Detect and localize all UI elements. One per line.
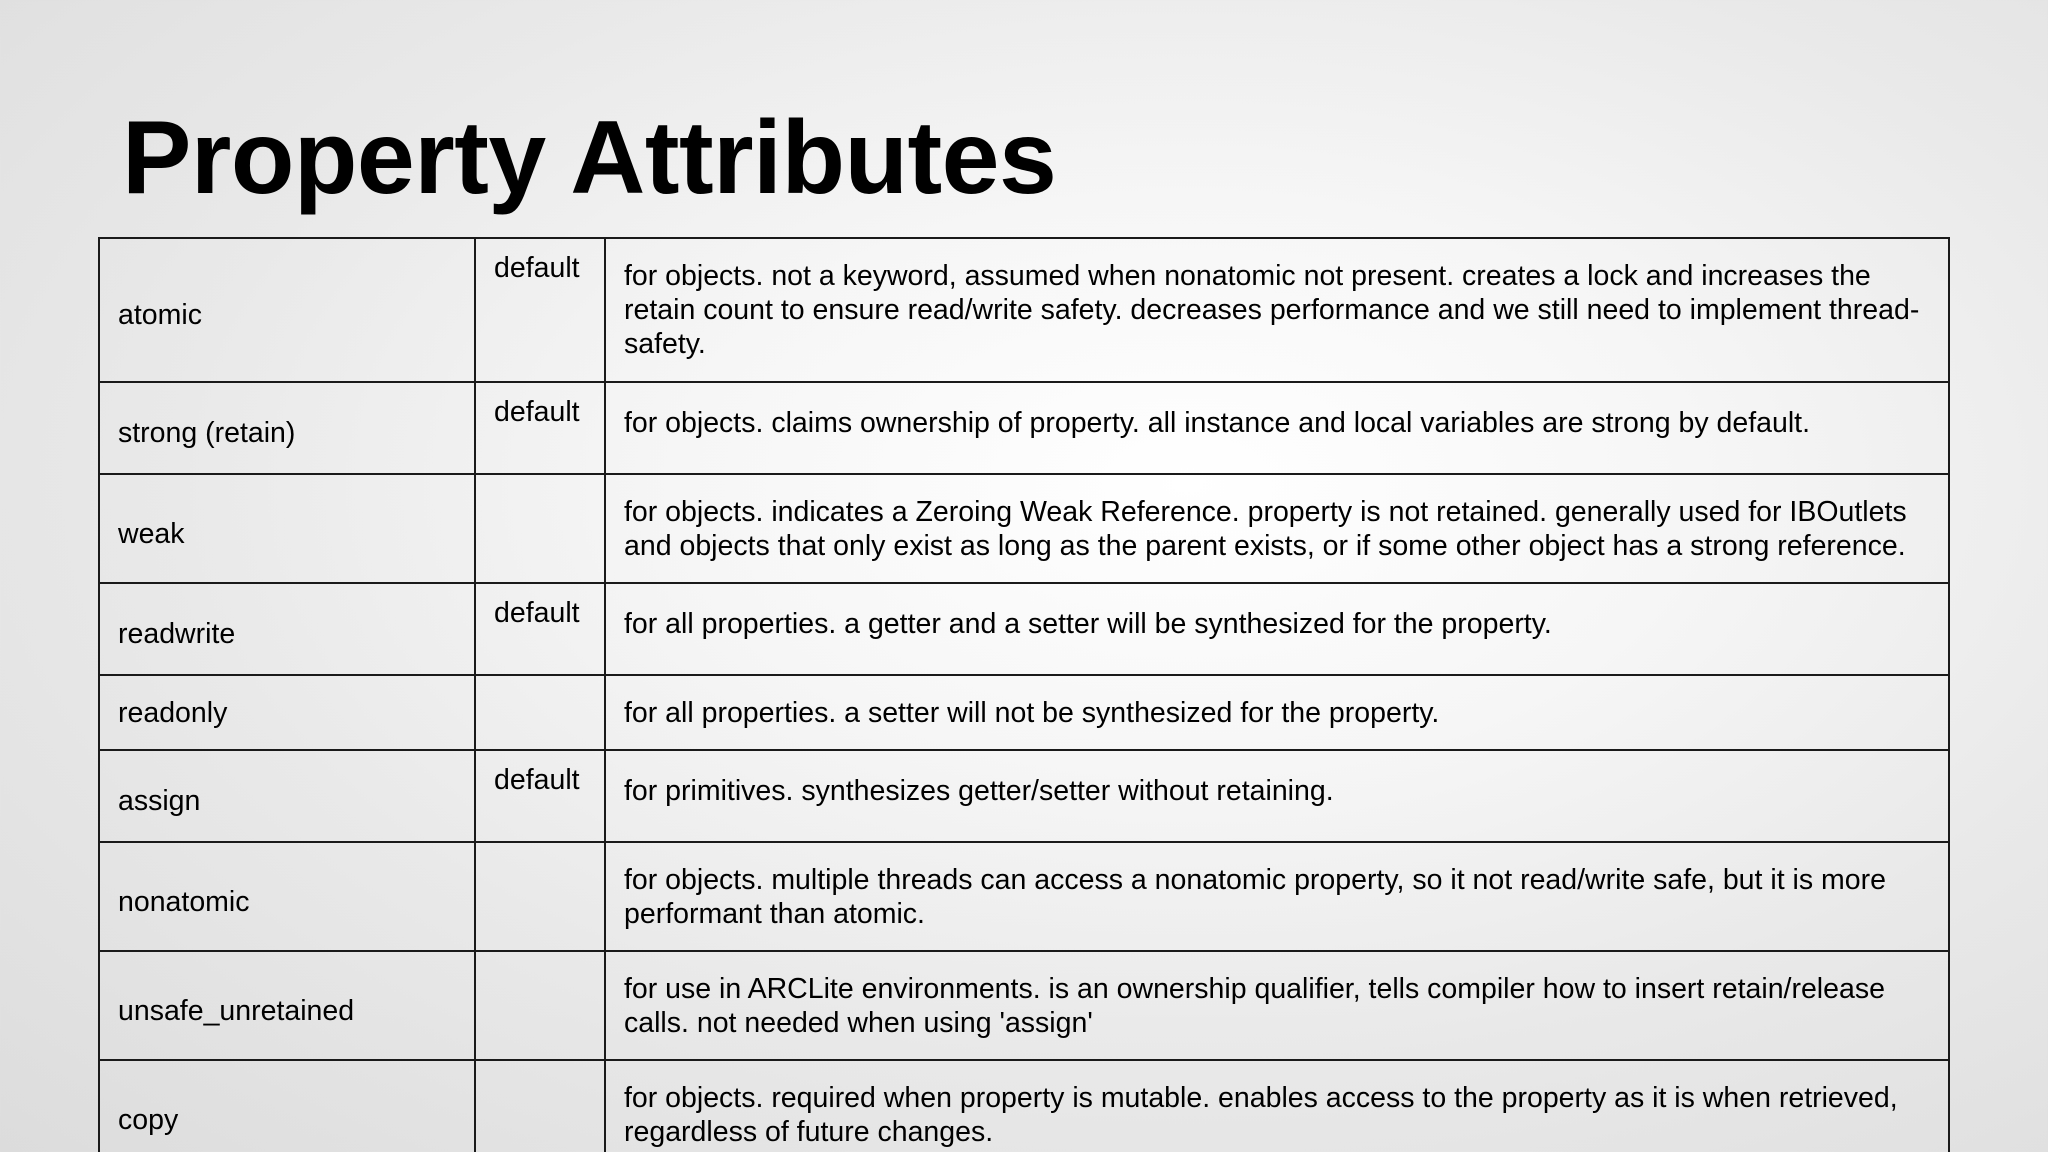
attribute-name-cell xyxy=(99,951,475,1060)
table-row xyxy=(99,238,1949,382)
attribute-name-cell xyxy=(99,750,475,842)
attribute-name-cell xyxy=(99,842,475,951)
table-body xyxy=(99,238,1949,1152)
attribute-name: copy xyxy=(118,1103,179,1136)
attribute-name: assign xyxy=(118,785,201,817)
attribute-name-cell xyxy=(99,1060,475,1152)
default-cell xyxy=(475,951,605,1060)
description-cell xyxy=(605,474,1949,583)
default-cell xyxy=(475,583,605,675)
description-cell xyxy=(605,842,1949,951)
default-cell xyxy=(475,382,605,474)
table-row xyxy=(99,842,1949,951)
default-cell xyxy=(475,238,605,382)
default-label: default xyxy=(494,252,580,284)
table-row xyxy=(99,382,1949,474)
description-cell xyxy=(605,382,1949,474)
table-row xyxy=(99,951,1949,1060)
default-cell xyxy=(475,1060,605,1152)
table-row xyxy=(99,1060,1949,1152)
table-row xyxy=(99,750,1949,842)
attribute-description: for all properties. a setter will not be synthesized for the property. xyxy=(624,696,1440,729)
attribute-name: nonatomic xyxy=(118,885,250,918)
default-label: default xyxy=(494,764,580,796)
attribute-name-cell xyxy=(99,583,475,675)
default-cell xyxy=(475,675,605,750)
attribute-description: for objects. required when property is mutable. enables access to the property as it is when retrieved, regardless of future changes. xyxy=(624,1081,1898,1148)
description-cell xyxy=(605,1060,1949,1152)
description-cell xyxy=(605,675,1949,750)
table-row xyxy=(99,474,1949,583)
attribute-name: strong (retain) xyxy=(118,417,296,449)
attribute-name-cell xyxy=(99,474,475,583)
table-row xyxy=(99,675,1949,750)
attribute-description: for all properties. a getter and a setter will be synthesized for the property. xyxy=(624,608,1552,640)
default-cell xyxy=(475,750,605,842)
slide-title: Property Attributes xyxy=(122,100,1057,216)
attribute-description: for objects. multiple threads can access a nonatomic property, so it not read/write safe, but it is more performant than atomic. xyxy=(624,863,1886,930)
default-label: default xyxy=(494,396,580,428)
description-cell xyxy=(605,951,1949,1060)
description-cell xyxy=(605,750,1949,842)
table-row xyxy=(99,583,1949,675)
attribute-name: weak xyxy=(118,517,185,550)
attribute-name: readonly xyxy=(118,696,228,729)
default-label: default xyxy=(494,597,580,629)
attribute-name-cell xyxy=(99,675,475,750)
attribute-description: for primitives. synthesizes getter/setter without retaining. xyxy=(624,775,1334,807)
attribute-description: for objects. indicates a Zeroing Weak Reference. property is not retained. generally used for IBOutlets and objects that only exist as long as the parent exists, or if some other object has a strong reference. xyxy=(624,495,1907,562)
property-attributes-table xyxy=(98,237,1950,1152)
attribute-description: for objects. claims ownership of property. all instance and local variables are strong by default. xyxy=(624,407,1810,439)
description-cell xyxy=(605,583,1949,675)
attribute-name: atomic xyxy=(118,299,202,331)
attribute-name: unsafe_unretained xyxy=(118,994,355,1027)
attribute-name-cell xyxy=(99,382,475,474)
attribute-description: for objects. not a keyword, assumed when nonatomic not present. creates a lock and increases the retain count to ensure read/write safety. decreases performance and we still need to implement thread-safety. xyxy=(624,260,1920,360)
attribute-name-cell xyxy=(99,238,475,382)
attribute-name: readwrite xyxy=(118,618,236,650)
attribute-description: for use in ARCLite environments. is an ownership qualifier, tells compiler how to insert retain/release calls. not needed when using 'assign' xyxy=(624,972,1885,1039)
description-cell xyxy=(605,238,1949,382)
default-cell xyxy=(475,474,605,583)
default-cell xyxy=(475,842,605,951)
